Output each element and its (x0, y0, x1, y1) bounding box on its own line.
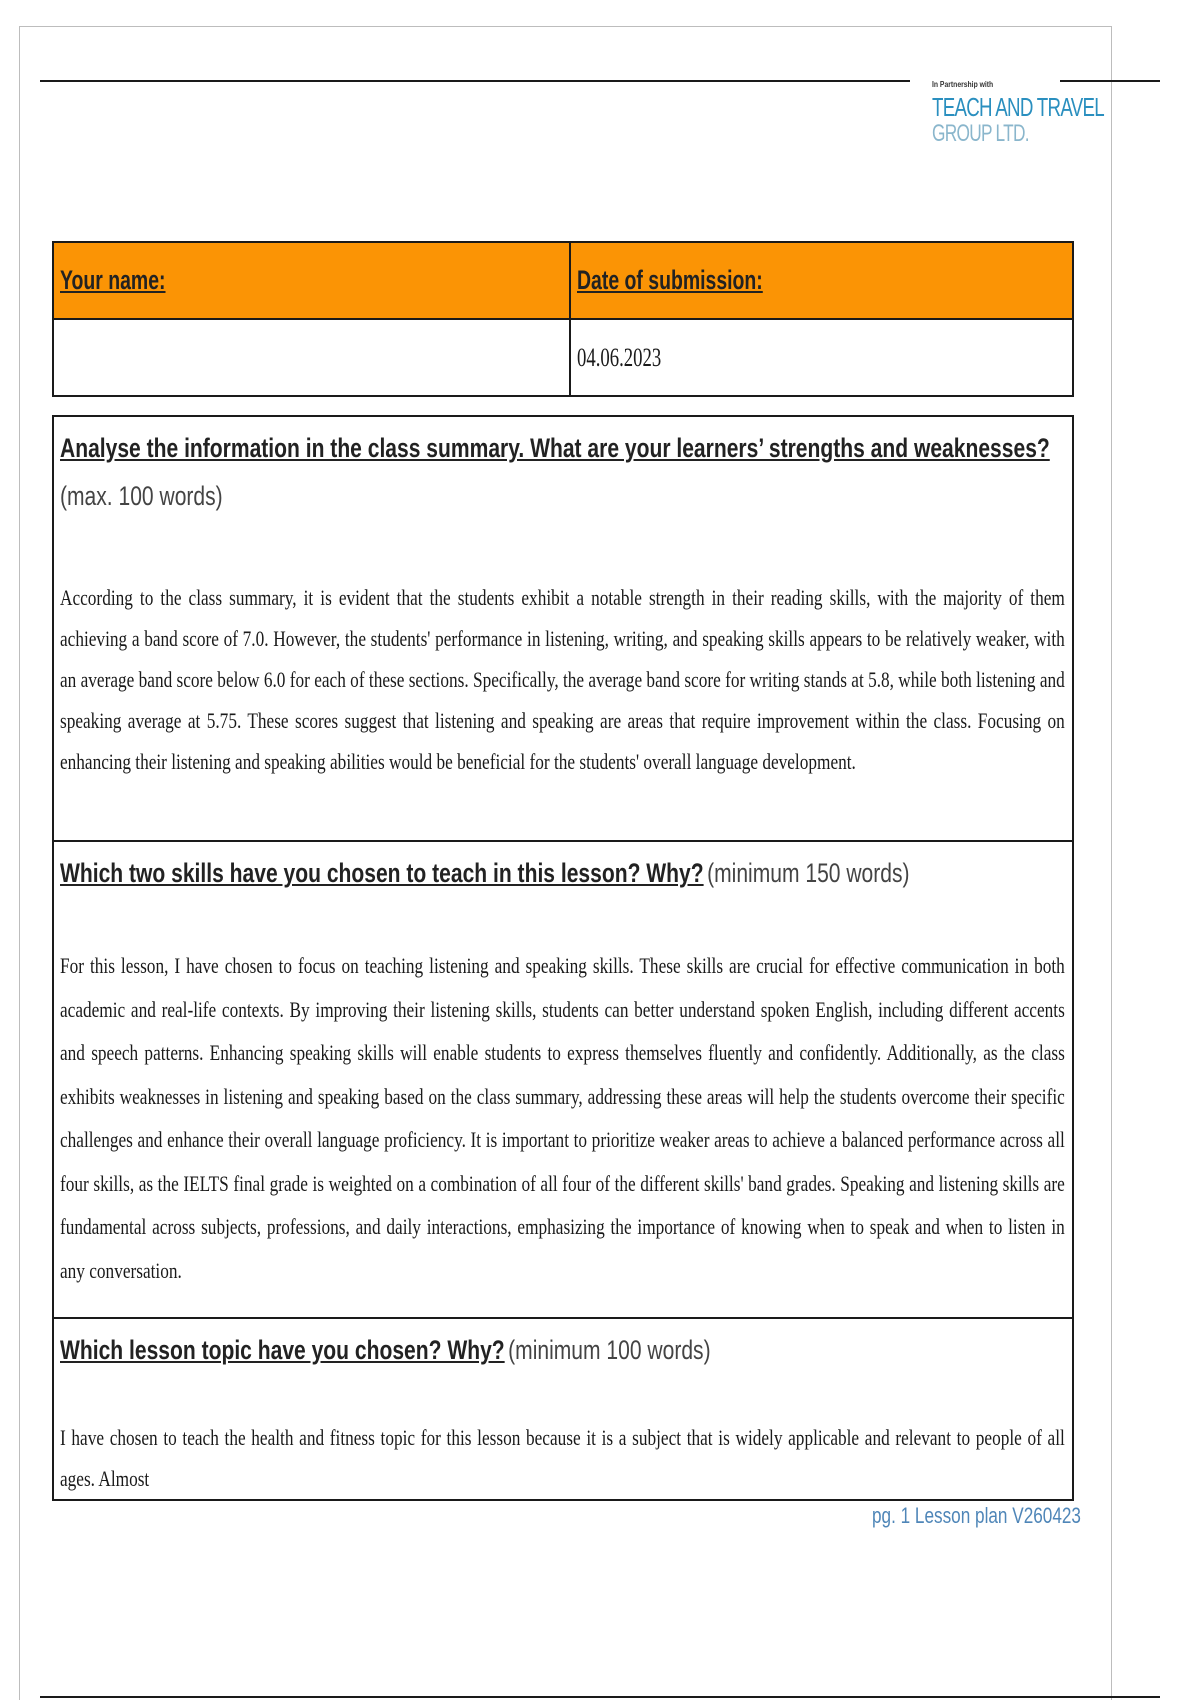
name-label: Your name: (60, 265, 166, 295)
section-3-note: (minimum 100 words) (508, 1335, 711, 1365)
date-label-cell (570, 242, 1073, 319)
section-chosen-skills (52, 840, 1074, 1319)
logo-partner-text: In Partnership with (932, 80, 994, 89)
section-3-answer[interactable]: I have chosen to teach the health and fitness topic for this lesson because it is a subject that is widely applicable and relevant to people of all ages. Almost (60, 1425, 1065, 1491)
info-value-row (53, 319, 1073, 396)
name-label-cell (53, 242, 570, 319)
logo-line-2: GROUP LTD. (932, 120, 1029, 147)
section-strengths-weaknesses (52, 415, 1074, 842)
date-value: 04.06.2023 (577, 342, 662, 372)
section-2-title: Which two skills have you chosen to teach in this lesson? Why? (60, 858, 704, 888)
logo-line-1: TEACH AND TRAVEL (932, 92, 1104, 122)
section-lesson-topic (52, 1317, 1074, 1501)
info-header-row (53, 242, 1073, 319)
section-1-question (60, 433, 1050, 464)
bottom-rule (40, 1696, 1160, 1698)
page-footer: pg. 1 Lesson plan V260423 (872, 1503, 1081, 1528)
section-3-question (60, 1335, 711, 1366)
date-value-cell[interactable] (570, 319, 1073, 396)
section-1-note: (max. 100 words) (60, 481, 223, 511)
section-2-answer[interactable]: For this lesson, I have chosen to focus on teaching listening and speaking skills. These skills are crucial for effective communication in both academic and real-life contexts. By improving their listening skills, students can better understand spoken English, including different accents and speech patterns. Enhancing speaking skills will enable students to express themselves fluently and confidently. Additionally, as the class exhibits weaknesses in listening and speaking based on the class summary, addressing these areas will help the students overcome their specific challenges and enhance their overall language proficiency. It is important to prioritize weaker areas to achieve a balanced performance across all four skills, as the IELTS final grade is weighted on a combination of all four of the different skills' band grades. Speaking and listening skills are fundamental across subjects, professions, and daily interactions, emphasizing the importance of knowing when to speak and when to listen in any conversation. (60, 953, 1065, 1283)
date-label: Date of submission: (577, 265, 763, 295)
section-2-question (60, 858, 910, 889)
header-rule-right (1060, 80, 1160, 82)
section-1-answer[interactable]: According to the class summary, it is evident that the students exhibit a notable strength in their reading skills, with the majority of them achieving a band score of 7.0. However, the students' performance in listening, writing, and speaking skills appears to be relatively weaker, with an average band score below 6.0 for each of these sections. Specifically, the average band score for writing stands at 5.8, while both listening and speaking average at 5.75. These scores suggest that listening and speaking are areas that require improvement within the class. Focusing on enhancing their listening and speaking abilities would be beneficial for the students' overall language development. (60, 585, 1065, 774)
submission-info-table (52, 241, 1074, 397)
company-logo (932, 80, 1104, 147)
section-3-title: Which lesson topic have you chosen? Why? (60, 1335, 505, 1365)
header-rule-left (40, 80, 910, 82)
section-2-note: (minimum 150 words) (707, 858, 910, 888)
section-1-note-line (60, 481, 223, 512)
name-value-cell[interactable] (53, 319, 570, 396)
section-1-title: Analyse the information in the class summary. What are your learners’ strengths and weaknesses? (60, 433, 1050, 463)
